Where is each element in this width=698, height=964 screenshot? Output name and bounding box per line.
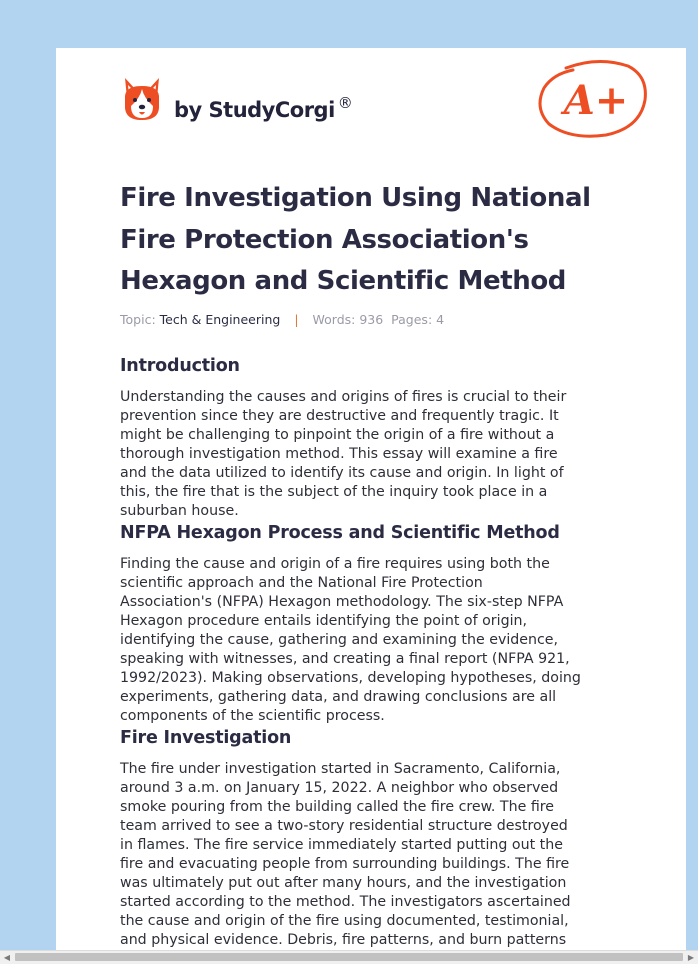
horizontal-scrollbar[interactable] (0, 950, 698, 964)
brand-text: by StudyCorgi (174, 98, 335, 122)
section-fire-investigation (120, 726, 624, 950)
section-introduction (120, 354, 624, 521)
scrollbar-thumb[interactable] (15, 953, 683, 961)
section-paragraph: Understanding the causes and origins of fires is crucial to their prevention since they are destructive and frequently tragic. It might be challenging to pinpoint the origin of a fire without a thorough investigation method. This essay will examine a fire and the data utilized to identify its cause and origin. In light of this, the fire that is the subject of the inquiry took place in a suburban house. (120, 389, 567, 519)
meta-separator: | (294, 312, 299, 327)
document-page (56, 48, 686, 950)
article-meta (120, 312, 444, 327)
registered-mark: ® (337, 94, 353, 112)
corgi-logo-icon[interactable] (122, 76, 162, 122)
topic-link[interactable]: Tech & Engineering (159, 312, 281, 327)
article-title: Fire Investigation Using National Fire Protection Association's Hexagon and Scientific Method (120, 183, 591, 296)
scroll-right-icon[interactable]: ▶ (687, 953, 695, 962)
article-body (120, 354, 624, 950)
section-heading: Introduction (120, 356, 240, 376)
grade-text: A+ (563, 77, 629, 124)
section-paragraph: Finding the cause and origin of a fire requires using both the scientific approach and the National Fire Protection Association's (NFPA) Hexagon methodology. The six-step NFPA Hexagon procedure entails identifying the point of origin, identifying the cause, gathering and examining the evidence, speaking with witnesses, and creating a final report (NFPA 921, 1992/2023). Making observations, developing hypotheses, doing experiments, gathering data, and drawing conclusions are all components of the scientific process. (120, 556, 581, 724)
section-nfpa-hexagon (120, 521, 624, 726)
topic-label: Topic: (120, 312, 156, 327)
brand-name[interactable] (174, 94, 352, 122)
a-plus-grade-badge (536, 58, 652, 142)
section-paragraph: The fire under investigation started in Sacramento, California, around 3 a.m. on January 15, 2022. A neighbor who observed smoke pouring from the building called the fire crew. The fire team arrived to see a two-story residential structure destroyed in flames. The fire service immediately started putting out the fire and evacuating people from surrounding buildings. The fire was ultimately put out after many hours, and the investigation started according to the method. The investigators ascertained the cause and origin of the fire using documented, testimonial, and physical evidence. Debris, fire patterns, and burn patterns (120, 761, 571, 948)
section-heading: NFPA Hexagon Process and Scientific Method (120, 523, 560, 543)
word-count: Words: 936 (312, 312, 384, 327)
scroll-left-icon[interactable]: ◀ (3, 953, 11, 962)
page-count: Pages: 4 (391, 312, 445, 327)
section-heading: Fire Investigation (120, 728, 292, 748)
